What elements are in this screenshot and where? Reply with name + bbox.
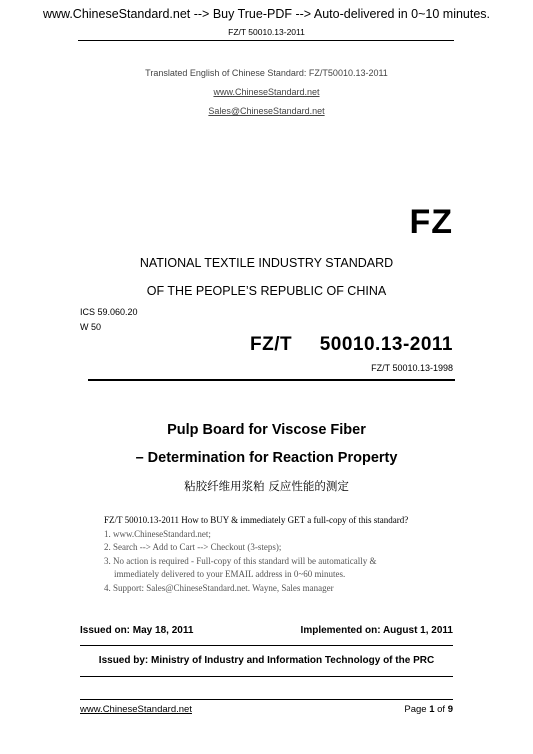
page-of: of	[434, 704, 448, 715]
purchase-step: 3. No action is required - Full-copy of this standard will be automatically &	[104, 555, 377, 566]
replaced-standard: FZ/T 50010.13-1998	[371, 363, 453, 373]
footer-website-link[interactable]: www.ChineseStandard.net	[80, 704, 192, 715]
dates-divider	[80, 645, 453, 646]
translation-note: Translated English of Chinese Standard: FZ/T50010.13-2011	[145, 68, 388, 78]
implemented-date: Implemented on: August 1, 2011	[300, 625, 453, 636]
footer-divider	[80, 699, 453, 700]
republic-title: OF THE PEOPLE’S REPUBLIC OF CHINA	[146, 284, 387, 298]
page-total: 9	[447, 704, 453, 715]
standard-mark: FZ	[409, 203, 453, 241]
header-standard-code: FZ/T 50010.13-2011	[228, 27, 305, 37]
document-title-line1: Pulp Board for Viscose Fiber	[167, 422, 366, 438]
purchase-step: 1. www.ChineseStandard.net;	[104, 528, 211, 539]
issuing-authority: Issued by: Ministry of Industry and Information Technology of the PRC	[98, 655, 435, 666]
website-link[interactable]: www.ChineseStandard.net	[213, 87, 320, 97]
issuer-divider	[80, 676, 453, 677]
purchase-step: 2. Search --> Add to Cart --> Checkout (3-steps);	[104, 542, 282, 552]
purchase-steps	[104, 528, 408, 596]
document-title-line2: – Determination for Reaction Property	[135, 450, 398, 466]
document-title-chinese: 粘胶纤维用浆粕 反应性能的测定	[184, 479, 349, 493]
standard-number: FZ/T 50010.13-2011	[250, 334, 453, 355]
issued-date: Issued on: May 18, 2011	[80, 625, 194, 636]
title-divider	[88, 379, 455, 381]
ics-code: ICS 59.060.20	[80, 307, 138, 317]
page-indicator	[404, 704, 453, 715]
top-banner: www.ChineseStandard.net --> Buy True-PDF --> Auto-delivered in 0~10 minutes.	[42, 7, 491, 21]
email-link[interactable]: Sales@ChineseStandard.net	[208, 106, 325, 116]
purchase-heading: FZ/T 50010.13-2011 How to BUY & immediately GET a full-copy of this standard?	[104, 515, 409, 525]
page-current: 1	[429, 704, 435, 715]
purchase-instructions	[104, 514, 408, 595]
w-code: W 50	[80, 322, 102, 332]
purchase-step: 4. Support: Sales@ChineseStandard.net. Wayne, Sales manager	[104, 582, 334, 593]
page-prefix: Page	[404, 704, 430, 715]
purchase-step-continued: immediately delivered to your EMAIL address in 0~60 minutes.	[114, 569, 346, 579]
national-standard-title: NATIONAL TEXTILE INDUSTRY STANDARD	[139, 256, 394, 270]
header-divider	[78, 40, 454, 41]
